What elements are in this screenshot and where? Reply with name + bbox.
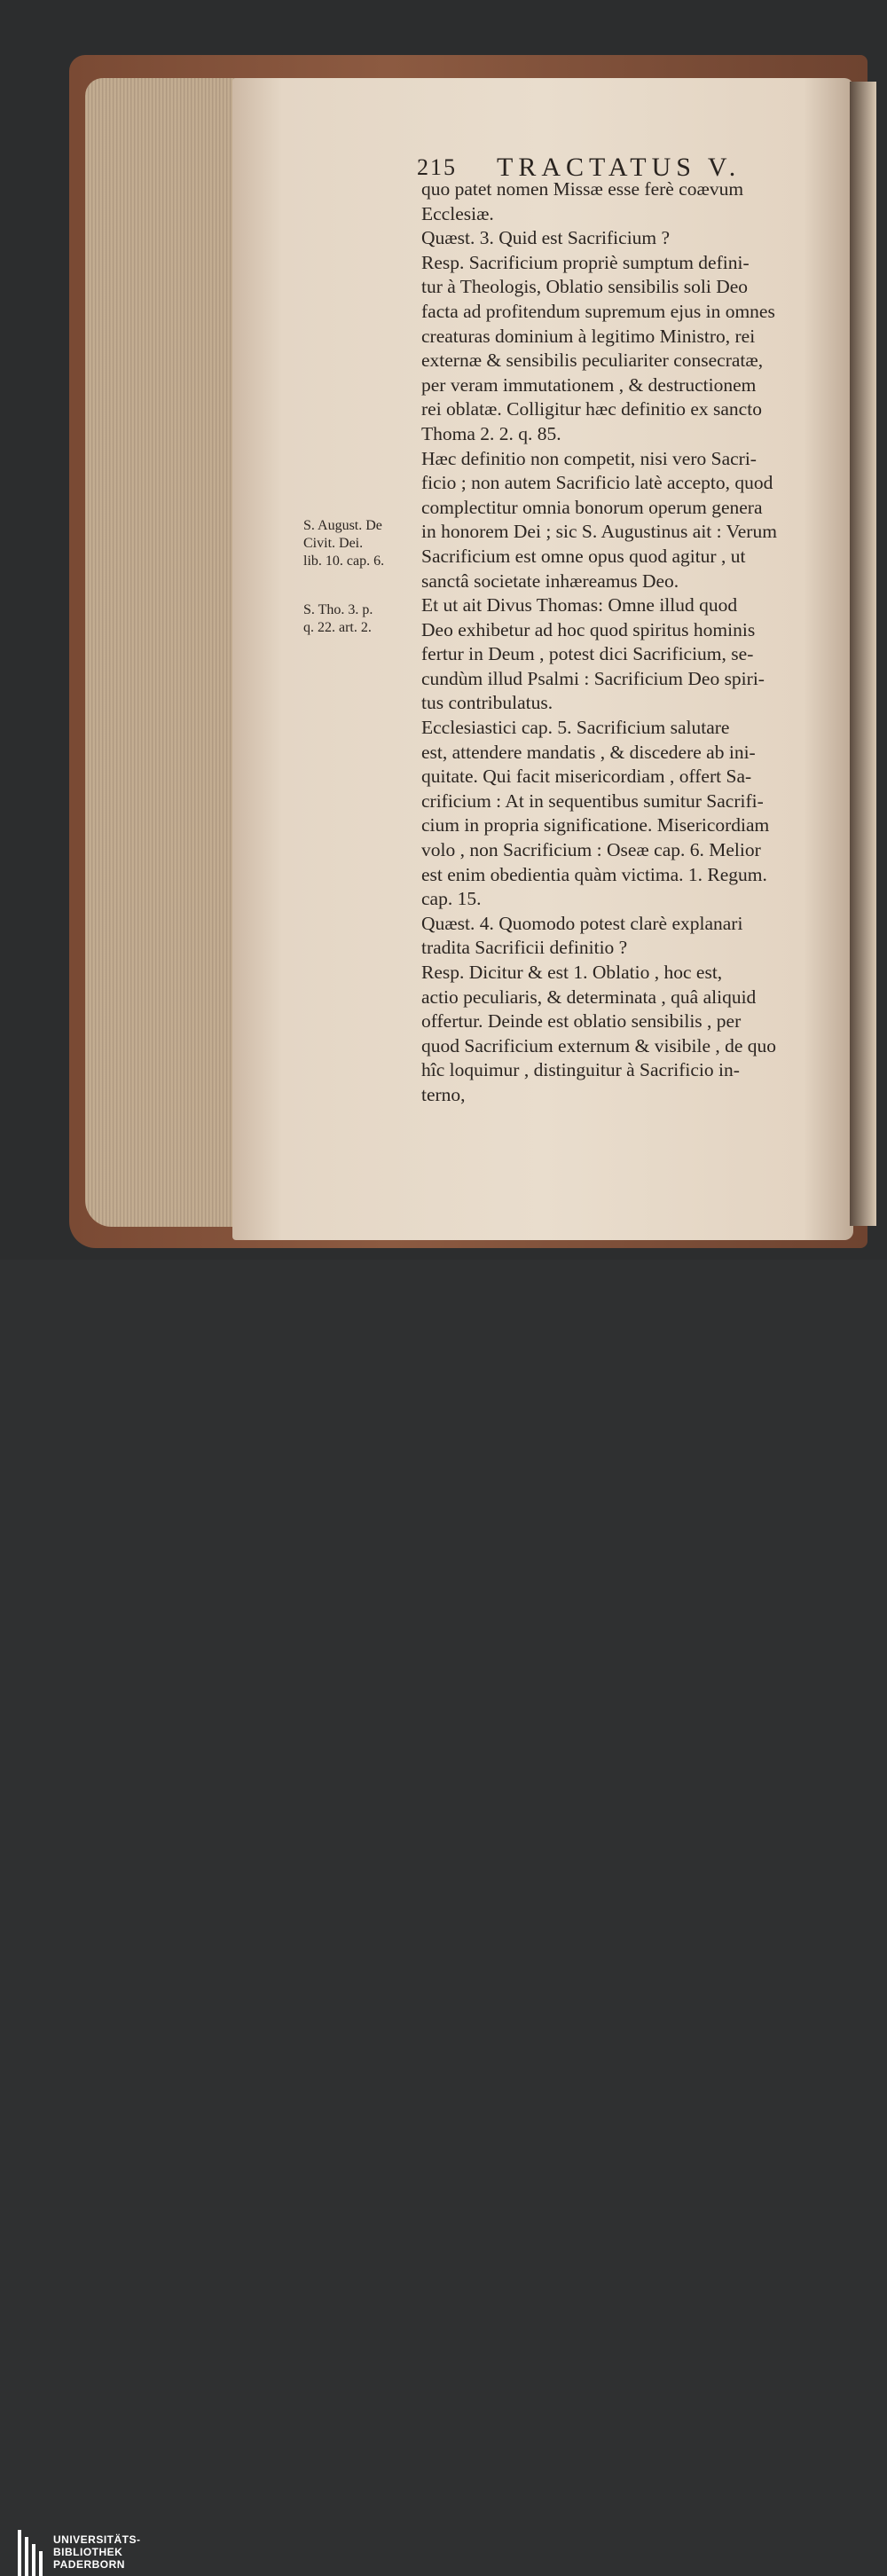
body-line: sanctâ societate inhæreamus Deo. [421, 569, 679, 592]
library-line: PADERBORN [53, 2558, 125, 2571]
body-line: Deo exhibetur ad hoc quod spiritus hominis [421, 618, 756, 640]
body-line: fertur in Deum , potest dici Sacrificium, se- [421, 643, 754, 665]
scan-background [0, 0, 887, 1260]
body-line: per veram immutationem , & destructionem [421, 373, 757, 396]
body-line: tus contribulatus. [421, 692, 553, 714]
library-line: BIBLIOTHEK [53, 2546, 123, 2558]
body-line: cium in propria significatione. Misericordiam [421, 814, 770, 836]
body-line: Ecclesiastici cap. 5. Sacrificium salutare [421, 717, 730, 739]
body-line: Sacrificium est omne opus quod agitur , ut [421, 545, 746, 567]
body-line: cap. 15. [421, 888, 482, 910]
body-line: offertur. Deinde est oblatio sensibilis , per [421, 1010, 742, 1033]
margin-note-line: S. Tho. 3. p. [303, 602, 373, 617]
body-line: est enim obedientia quàm victima. 1. Regum. [421, 863, 767, 885]
body-line: Thoma 2. 2. q. 85. [421, 422, 561, 444]
body-line: creaturas dominium à legitimo Ministro, rei [421, 325, 756, 347]
body-line: in honorem Dei ; sic S. Augustinus ait : Verum [421, 521, 777, 543]
body-line: Hæc definitio non competit, nisi vero Sacri- [421, 447, 757, 469]
running-title: TRACTATUS V. [497, 153, 742, 182]
body-line: terno, [421, 1083, 466, 1105]
library-name [53, 2533, 141, 2571]
margin-note-line: Civit. Dei. [303, 536, 364, 551]
body-line: Resp. Dicitur & est 1. Oblatio , hoc est, [421, 962, 723, 983]
page-number: 215 [417, 154, 457, 180]
facing-page-edge [850, 82, 876, 1226]
body-line: Resp. Sacrificium propriè sumptum defini- [421, 251, 750, 273]
body-line: Et ut ait Divus Thomas: Omne illud quod [421, 594, 738, 617]
margin-note-line: lib. 10. cap. 6. [303, 554, 385, 569]
body-line: quod Sacrificium externum & visibile , de quo [421, 1034, 777, 1056]
body-line: est, attendere mandatis , & discedere ab ini- [421, 741, 756, 763]
body-line: facta ad profitendum supremum ejus in omnes [421, 300, 775, 322]
body-line: crificium : At in sequentibus sumitur Sacrifi- [421, 789, 764, 812]
body-line: Quæst. 4. Quomodo potest clarè explanari [421, 912, 743, 934]
body-line: complectitur omnia bonorum operum genera [421, 496, 763, 518]
body-line: Ecclesiæ. [421, 202, 494, 224]
body-line: ficio ; non autem Sacrificio latè accepto, quod [421, 472, 773, 494]
body-line: actio peculiaris, & determinata , quâ aliquid [421, 986, 757, 1008]
margin-note-line: S. August. De [303, 518, 382, 533]
body-text [421, 177, 829, 1108]
page-edges [85, 78, 236, 1227]
body-line: tur à Theologis, Oblatio sensibilis soli Deo [421, 276, 749, 298]
body-line: rei oblatæ. Colligitur hæc definitio ex sancto [421, 398, 762, 420]
body-line: quo patet nomen Missæ esse ferè coævum [421, 178, 744, 200]
body-line: tradita Sacrificii definitio ? [421, 937, 628, 959]
body-line: hîc loquimur , distinguitur à Sacrificio in- [421, 1059, 740, 1081]
library-line: UNIVERSITÄTS- [53, 2533, 141, 2546]
margin-note-thomas [303, 601, 417, 637]
body-line: cundùm illud Psalmi : Sacrificium Deo spiri- [421, 667, 765, 689]
margin-note-line: q. 22. art. 2. [303, 620, 372, 635]
body-line: externæ & sensibilis peculiariter consecratæ, [421, 349, 764, 372]
margin-note-augustine [303, 517, 417, 570]
body-line: Quæst. 3. Quid est Sacrificium ? [421, 227, 671, 249]
footer-bar [0, 1260, 887, 2571]
body-line: volo , non Sacrificium : Oseæ cap. 6. Melior [421, 839, 761, 861]
body-line: quitate. Qui facit misericordiam , offert Sa- [421, 766, 752, 788]
library-logo-icon [18, 2530, 43, 2576]
